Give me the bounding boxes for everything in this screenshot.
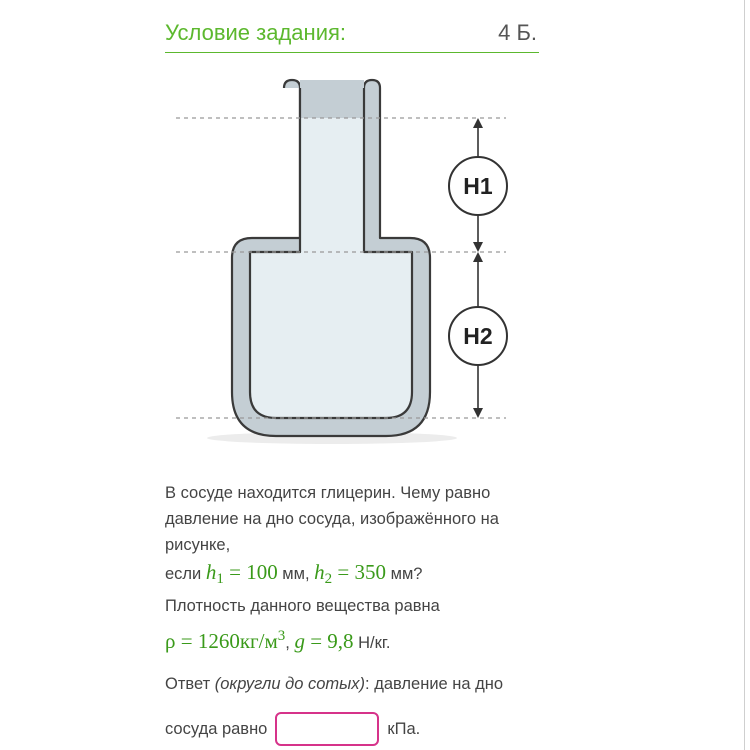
liquid [250,118,412,418]
h1-arrow-down [473,242,483,252]
task-header [165,16,539,53]
h1-label: H1 [463,173,493,199]
answer-row-prefix: сосуда равно [165,719,268,738]
h1-unit: мм, [277,565,315,583]
page-border [744,0,745,750]
answer-input[interactable] [275,712,379,746]
g-formula: g = 9,8 [294,629,354,653]
h2-unit: мм? [386,565,423,583]
problem-text [165,480,545,660]
answer-hint: (округли до сотых) [214,675,366,693]
task-title: Условие задания: [165,20,347,45]
neck-air [300,80,364,118]
problem-line-2: давление на дно сосуда, изображённого на [165,510,499,528]
problem-line-4 [165,558,545,593]
h2-arrow-up [473,252,483,262]
answer-prefix: Ответ [165,675,215,693]
h2-arrow-down [473,408,483,418]
rho-formula: $\rho = 1260кг/м^3$ [165,628,286,653]
g-unit: Н/кг. [353,634,391,652]
h2-formula: $h_2 = 350$ [314,560,387,587]
h2-label: H2 [463,323,493,349]
problem-line-3: рисунке, [165,536,231,554]
answer-prompt [165,675,565,694]
h1-arrow-up [473,118,483,128]
problem-line-5: Плотность данного вещества равна [165,597,440,615]
problem-line-1: В сосуде находится глицерин. Чему равно [165,484,491,502]
vessel-figure [160,70,530,460]
if-word: если [165,565,202,583]
problem-line-6: $\rho = 1260кг/м^3$, g = 9,8 Н/кг. [165,628,391,653]
answer-row [165,709,420,749]
answer-suffix: : давление на дно [365,675,504,693]
task-points: 4 Б. [498,20,537,45]
h1-formula: $h_1 = 100$ [205,560,278,587]
answer-unit: кПа. [387,719,421,738]
